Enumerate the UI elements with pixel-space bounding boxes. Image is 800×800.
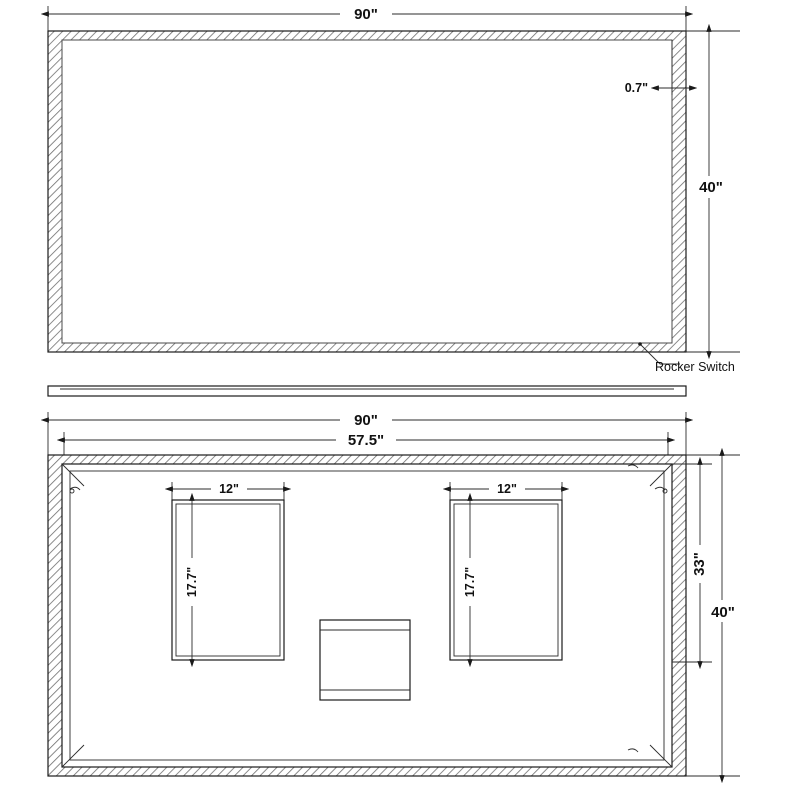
back-inner-span-label: 57.5" <box>347 432 385 449</box>
edge-profile <box>48 386 686 396</box>
back-view <box>48 410 743 776</box>
front-height-dimension <box>686 31 740 352</box>
led-plate-left <box>172 480 284 660</box>
led-plate-right-width-label: 12" <box>497 482 517 496</box>
back-inner-height-label: 33" <box>691 552 708 576</box>
front-frame-thickness-label: 0.7" <box>624 81 648 95</box>
led-plate-left-width-label: 12" <box>219 482 239 496</box>
front-height-label: 40" <box>699 179 723 196</box>
edge-profile-bar <box>48 386 686 396</box>
front-view <box>48 4 740 374</box>
back-width-label: 90" <box>354 412 378 429</box>
junction-box-body <box>320 620 410 700</box>
back-height-dimension <box>686 455 743 776</box>
back-height-label: 40" <box>711 604 735 621</box>
led-plate-left-height-label: 17.7" <box>185 566 199 598</box>
front-width-label: 90" <box>354 6 378 23</box>
led-plate-right-height-label: 17.7" <box>463 566 477 598</box>
front-width-dimension <box>48 4 686 31</box>
front-mirror-glass <box>62 40 672 343</box>
led-plate-right <box>450 480 562 660</box>
junction-box <box>320 620 410 700</box>
rocker-switch-label: Rocker Switch <box>655 360 735 374</box>
back-panel <box>62 464 672 767</box>
